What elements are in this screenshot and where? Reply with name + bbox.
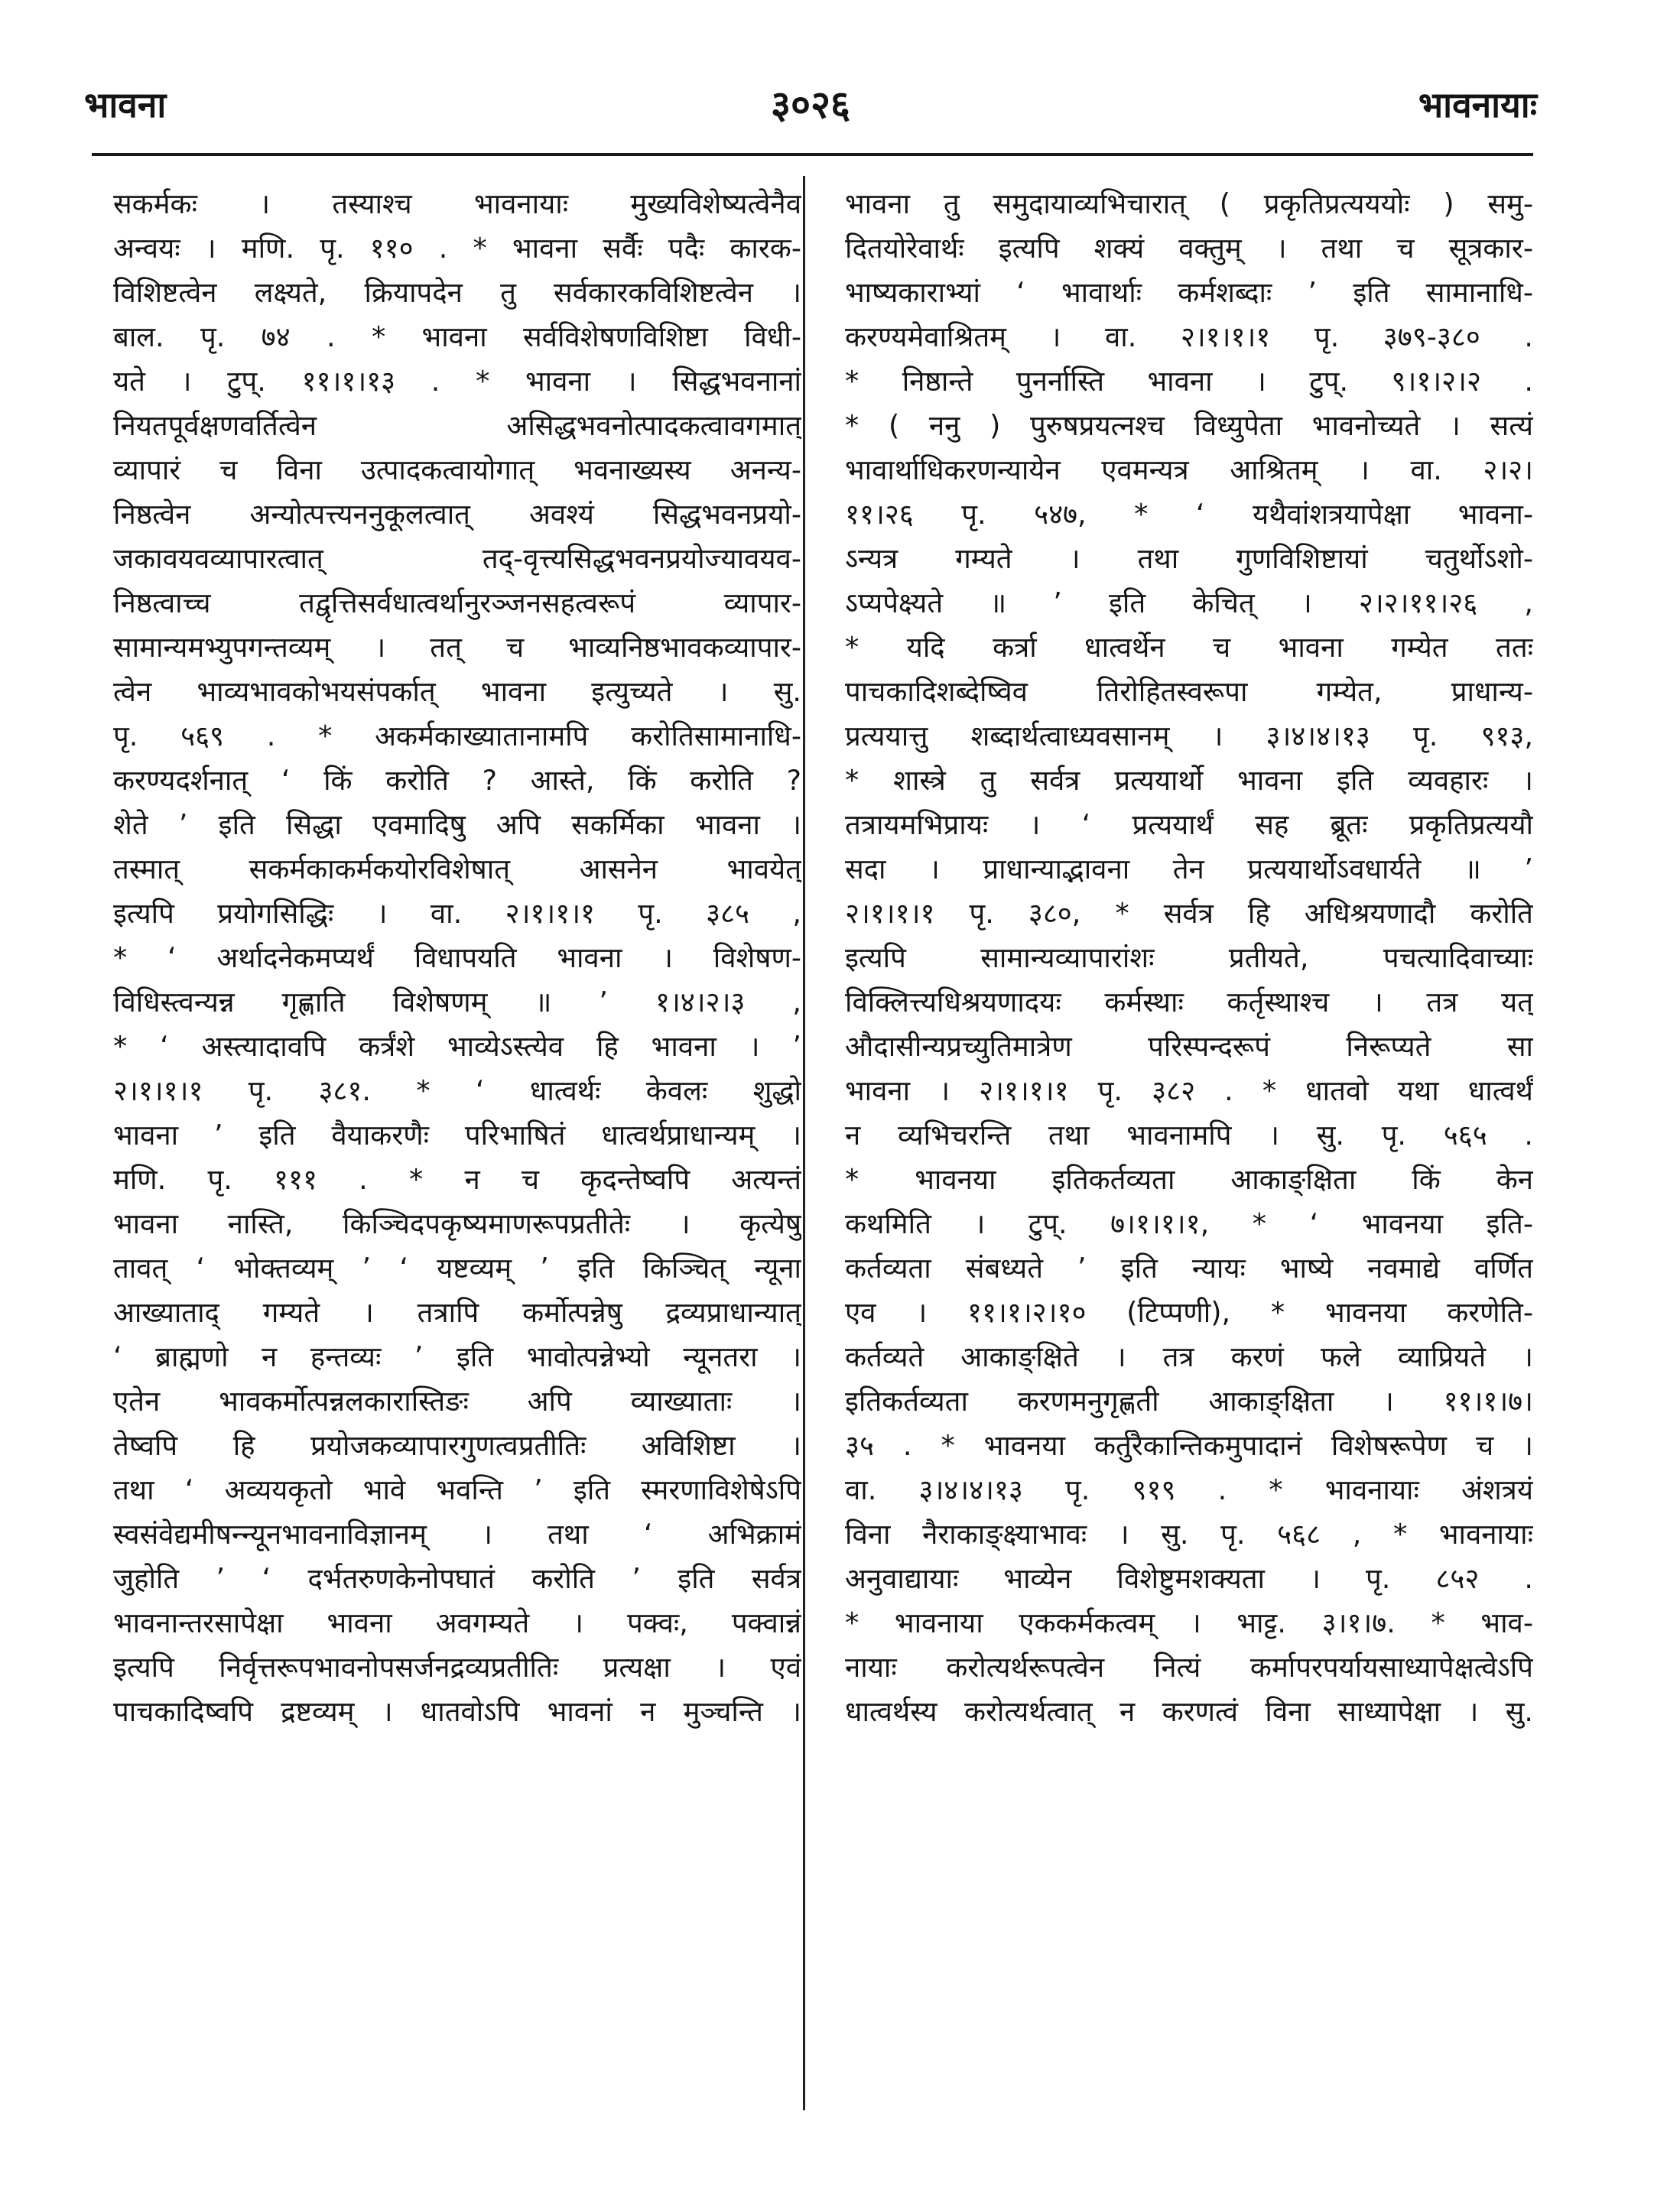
text-line: पृ. ५६९ . * अकर्मकाख्यातानामपि करोतिसामानाधि- [113, 719, 801, 752]
text-line: * ( ननु ) पुरुषप्रयत्नश्च विध्युपेता भावनोच्यते । सत्यं [845, 409, 1533, 442]
text-line: ऽन्यत्र गम्यते । तथा गुणविशिष्टायां चतुर्थोऽशो- [845, 542, 1533, 575]
text-line: यते । टुप्. ११।१।१३ . * भावना । सिद्धभवनानां [113, 365, 801, 398]
text-line: कर्तव्यता संबध्यते ’ इति न्यायः भाष्ये नवमाद्ये वर्णित [845, 1252, 1533, 1285]
text-line: प्रत्ययात्तु शब्दार्थत्वाध्यवसानम् । ३।४।४।१३ पृ. ९१३, [845, 719, 1533, 752]
text-line: कथमिति । टुप्. ७।१।१।१, * ‘ भावनया इति- [845, 1207, 1533, 1240]
header-right-keyword: भावनायाः [1418, 84, 1537, 125]
right-column [845, 182, 1533, 1734]
text-line: भावना तु समुदायाव्यभिचारात् ( प्रकृतिप्रत्यययोः ) समु- [845, 187, 1533, 220]
text-line: * भावनाया एककर्मकत्वम् । भाट्ट. ३।१।७. * भाव- [845, 1606, 1533, 1639]
text-line: अन्वयः । मणि. पृ. ११० . * भावना सर्वैः पदैः कारक- [113, 232, 801, 265]
text-line: पाचकादिशब्देष्विव तिरोहितस्वरूपा गम्येत, प्राधान्य- [845, 675, 1533, 708]
text-line: विना नैराकाङ्क्ष्याभावः । सु. पृ. ५६८ , * भावनायाः [845, 1518, 1533, 1551]
text-line: मणि. पृ. १११ . * न च कृदन्तेष्वपि अत्यन्तं [113, 1163, 801, 1196]
text-line: तेष्वपि हि प्रयोजकव्यापारगुणत्वप्रतीतिः अविशिष्टा । [113, 1429, 801, 1462]
text-line: निष्ठत्वेन अन्योत्पत्त्यननुकूलत्वात् अवश्यं सिद्धभवनप्रयो- [113, 498, 801, 531]
text-line: सदा । प्राधान्याद्भावना तेन प्रत्ययार्थोऽवधार्यते ॥ ’ [845, 853, 1533, 885]
text-line: स्वसंवेद्यमीषन्न्यूनभावनाविज्ञानम् । तथा ‘ अभिक्रामं [113, 1518, 801, 1551]
text-line: बाल. पृ. ७४ . * भावना सर्वविशेषणविशिष्टा विधी- [113, 320, 801, 353]
text-line: पाचकादिष्वपि द्रष्टव्यम् । धातवोऽपि भावनां न मुञ्चन्ति । [113, 1695, 801, 1728]
text-line: जुहोति ’ ‘ दर्भतरुणकेनोपघातं करोति ’ इति सर्वत्र [113, 1562, 801, 1595]
text-line: तस्मात् सकर्मकाकर्मकयोरविशेषात् आसनेन भावयेत् [113, 853, 801, 885]
text-line: दितयोरेवार्थः इत्यपि शक्यं वक्तुम् । तथा च सूत्रकार- [845, 232, 1533, 265]
text-line: नायाः करोत्यर्थरूपत्वेन नित्यं कर्मापरपर्यायसाध्यापेक्षत्वेऽपि [845, 1651, 1533, 1684]
text-line: * यदि कर्त्रा धात्वर्थेन च भावना गम्येत ततः [845, 631, 1533, 664]
text-line: व्यापारं च विना उत्पादकत्वायोगात् भवनाख्यस्य अनन्य- [113, 453, 801, 486]
page-header [84, 73, 1537, 141]
text-line: * ‘ अस्त्यादावपि कर्त्रंशे भाव्येऽस्त्येव हि भावना । ’ [113, 1030, 801, 1063]
text-line: * ‘ अर्थादनेकमप्यर्थं विधापयति भावना । विशेषण- [113, 941, 801, 974]
text-line: अनुवाद्यायाः भाव्येन विशेष्टुमशक्यता । पृ. ८५२ . [845, 1562, 1533, 1595]
text-line: करण्यदर्शनात् ‘ किं करोति ? आस्ते, किं करोति ? [113, 764, 801, 797]
text-line: * भावनया इतिकर्तव्यता आकाङ्क्षिता किं केन [845, 1163, 1533, 1196]
text-line: वा. ३।४।४।१३ पृ. ९१९ . * भावनायाः अंशत्रयं [845, 1473, 1533, 1506]
text-line: धात्वर्थस्य करोत्यर्थत्वात् न करणत्वं विना साध्यापेक्षा । सु. [845, 1695, 1533, 1728]
text-line: भावना । २।१।१।१ पृ. ३८२ . * धातवो यथा धात्वर्थं [845, 1074, 1533, 1107]
header-left-keyword: भावना [84, 84, 167, 125]
text-line: भाष्यकाराभ्यां ‘ भावार्थाः कर्मशब्दाः ’ इति सामानाधि- [845, 276, 1533, 309]
text-line: इत्यपि प्रयोगसिद्धिः । वा. २।१।१।१ पृ. ३८५ , [113, 897, 801, 930]
text-line: इतिकर्तव्यता करणमनुगृह्णती आकाङ्क्षिता । ११।१।७। [845, 1385, 1533, 1418]
text-line: औदासीन्यप्रच्युतिमात्रेण परिस्पन्दरूपं निरूप्यते सा [845, 1030, 1533, 1063]
text-line: कर्तव्यते आकाङ्क्षिते । तत्र करणं फले व्याप्रियते । [845, 1340, 1533, 1373]
text-line: सकर्मकः । तस्याश्च भावनायाः मुख्यविशेष्यत्वेनैव [113, 187, 801, 220]
text-line: शेते ’ इति सिद्धा एवमादिषु अपि सकर्मिका भावना । [113, 808, 801, 841]
text-line: इत्यपि सामान्यव्यापारांशः प्रतीयते, पचत्यादिवाच्याः [845, 941, 1533, 974]
page-number: ३०२६ [771, 83, 850, 127]
text-line: ११।२६ पृ. ५४७, * ‘ यथैवांशत्रयापेक्षा भावना- [845, 498, 1533, 531]
text-line: विक्लित्त्यधिश्रयणादयः कर्मस्थाः कर्तृस्थाश्च । तत्र यत् [845, 986, 1533, 1018]
text-line: ‘ ब्राह्मणो न हन्तव्यः ’ इति भावोत्पन्नेभ्यो न्यूनतरा । [113, 1340, 801, 1373]
text-line: सामान्यमभ्युपगन्तव्यम् । तत् च भाव्यनिष्ठभावकव्यापार- [113, 631, 801, 664]
text-line: भावना नास्ति, किञ्चिदपकृष्यमाणरूपप्रतीतेः । कृत्येषु [113, 1207, 801, 1240]
text-line: नियतपूर्वक्षणवर्तित्वेन असिद्धभवनोत्पादकत्वावगमात् [113, 409, 801, 442]
text-line: एतेन भावकर्मोत्पन्नलकारास्तिङः अपि व्याख्याताः । [113, 1385, 801, 1418]
text-line: एव । ११।१।२।१० (टिप्पणी), * भावनया करणेति- [845, 1296, 1533, 1329]
text-line: करण्यमेवाश्रितम् । वा. २।१।१।१ पृ. ३७९-३८० . [845, 320, 1533, 353]
text-line: * निष्ठान्ते पुनर्नास्ति भावना । टुप्. ९।१।२।२ . [845, 365, 1533, 398]
text-line: २।१।१।१ पृ. ३८०, * सर्वत्र हि अधिश्रयणादौ करोति [845, 897, 1533, 930]
text-line: भावनान्तरसापेक्षा भावना अवगम्यते । पक्वः, पक्वान्नं [113, 1606, 801, 1639]
text-line: तथा ‘ अव्ययकृतो भावे भवन्ति ’ इति स्मरणाविशेषेऽपि [113, 1473, 801, 1506]
left-column [113, 182, 801, 1734]
text-line: ३५ . * भावनया कर्तुरैकान्तिकमुपादानं विशेषरूपेण च । [845, 1429, 1533, 1462]
text-line: ऽप्यपेक्ष्यते ॥ ’ इति केचित् । २।२।११।२६ , [845, 586, 1533, 619]
column-divider [803, 176, 805, 2110]
text-line: * शास्त्रे तु सर्वत्र प्रत्ययार्थो भावना इति व्यवहारः । [845, 764, 1533, 797]
text-line: निष्ठत्वाच्च तद्वृत्तिसर्वधात्वर्थानुरञ्जनसहत्वरूपं व्यापार- [113, 586, 801, 619]
text-line: इत्यपि निर्वृत्तरूपभावनोपसर्जनद्रव्यप्रतीतिः प्रत्यक्षा । एवं [113, 1651, 801, 1684]
header-rule [92, 153, 1533, 156]
text-line: तत्रायमभिप्रायः । ‘ प्रत्ययार्थं सह ब्रूतः प्रकृतिप्रत्ययौ [845, 808, 1533, 841]
text-line: भावना ’ इति वैयाकरणैः परिभाषितं धात्वर्थप्राधान्यम् । [113, 1119, 801, 1151]
text-line: भावार्थाधिकरणन्यायेन एवमन्यत्र आश्रितम् । वा. २।२। [845, 453, 1533, 486]
text-line: आख्याताद् गम्यते । तत्रापि कर्मोत्पन्नेषु द्रव्यप्राधान्यात् [113, 1296, 801, 1329]
text-line: त्वेन भाव्यभावकोभयसंपर्कात् भावना इत्युच्यते । सु. [113, 675, 801, 708]
text-line: विधिस्त्वन्यन्न गृह्णाति विशेषणम् ॥ ’ १।४।२।३ , [113, 986, 801, 1018]
text-line: तावत् ‘ भोक्तव्यम् ’ ‘ यष्टव्यम् ’ इति किञ्चित् न्यूना [113, 1252, 801, 1285]
text-line: २।१।१।१ पृ. ३८१. * ‘ धात्वर्थः केवलः शुद्धो [113, 1074, 801, 1107]
text-line: विशिष्टत्वेन लक्ष्यते, क्रियापदेन तु सर्वकारकविशिष्टत्वेन । [113, 276, 801, 309]
text-line: जकावयवव्यापारत्वात् तद्-वृत्त्यसिद्धभवनप्रयोज्यावयव- [113, 542, 801, 575]
text-line: न व्यभिचरन्ति तथा भावनामपि । सु. पृ. ५६५ . [845, 1119, 1533, 1151]
